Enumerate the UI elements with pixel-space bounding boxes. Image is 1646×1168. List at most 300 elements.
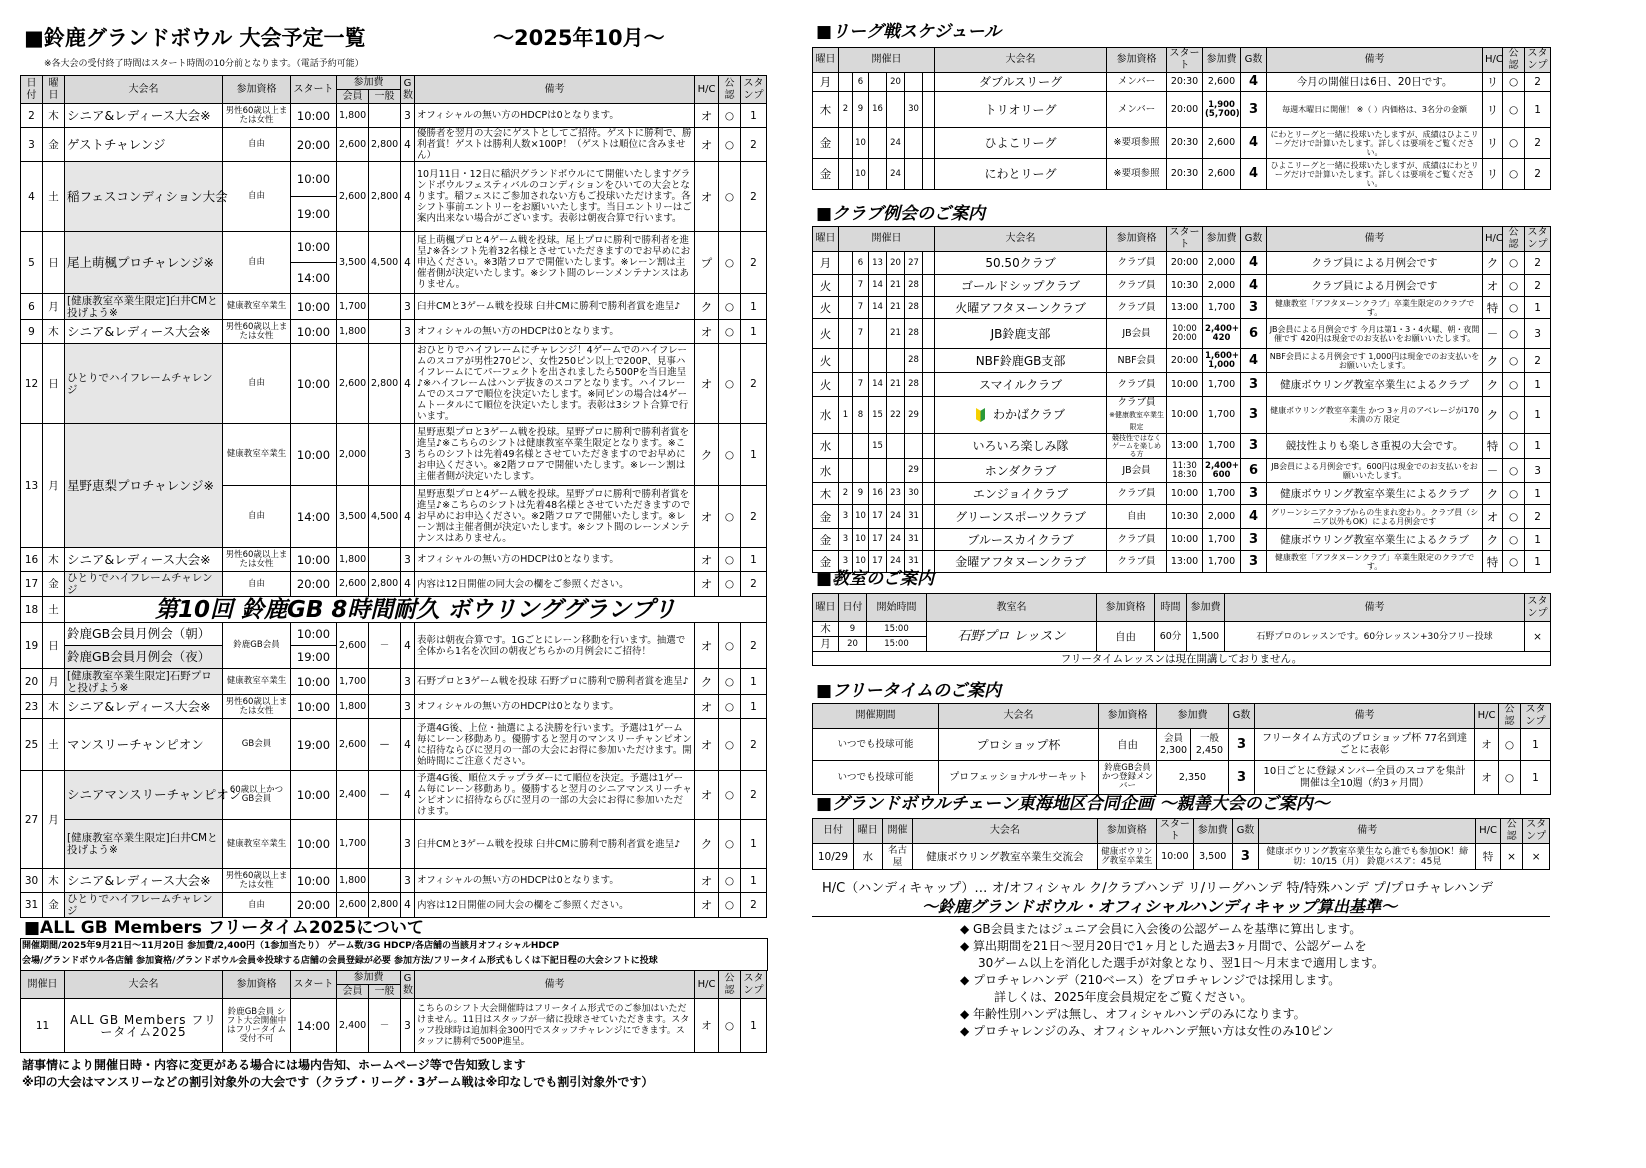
- row-remarks: NBF会員による月例会です 1,000円は現金でのお支払いをお願いいたします。: [1267, 349, 1483, 373]
- freetime-games-1: 3: [1229, 729, 1255, 761]
- row-qual: [1107, 397, 1167, 434]
- row-games: 3: [401, 695, 415, 719]
- row-date-4: [887, 92, 905, 128]
- row-hc: オ: [695, 344, 719, 424]
- row-remarks: グリーンシニアクラブからの生まれ変わり。クラブ員（シニア以外もOK）による月例会です: [1267, 505, 1483, 529]
- row-fee-general: 2,800: [369, 893, 401, 918]
- chain-title: ■グランドボウルチェーン東海地区合同企画 ～親善大会のご案内～: [816, 794, 1330, 814]
- row-fee-general: －: [369, 623, 401, 669]
- row-games: 3: [1241, 434, 1267, 459]
- row-fee-2: 420: [1212, 332, 1231, 343]
- row-remarks: オフィシャルの無い方のHDCPは0となります。: [415, 548, 695, 572]
- row-start: 10:00: [1167, 397, 1203, 434]
- league-header-name: 大会名: [935, 48, 1107, 73]
- row-official: ○: [1503, 128, 1525, 159]
- row-stamp: 2: [1525, 349, 1551, 373]
- table-row: [21, 695, 767, 719]
- chain-header-venue: 開催: [882, 819, 913, 844]
- row-date-2: 10: [853, 529, 869, 551]
- row-official: ○: [719, 320, 741, 344]
- row-qual: 自由: [223, 128, 291, 162]
- row-remarks: 10月11日・12日に稲沢グランドボウルにて開催いたしますグランドボウルフェスティバルのコンディションをひいての大会となります。稲フェスにご参加されない方もご投球いただけます。各シフト事前エントリーをお願いいたします。当日エントリーはご案内出来ない場合がございます。表彰は朝夜合算で行います。: [415, 162, 695, 232]
- row-fee-member: 2,600: [337, 344, 369, 424]
- row-date-1: 3: [839, 505, 853, 529]
- row-stamp: 1: [1525, 483, 1551, 505]
- freetime-header-stamp: スタンプ: [1521, 704, 1551, 729]
- row-date-2: 10: [853, 128, 869, 159]
- header-games: G数: [401, 76, 415, 104]
- club-header-weekday: 曜日: [813, 227, 839, 252]
- row-games: 3: [1241, 297, 1267, 319]
- row-name: 尾上萌楓プロチャレンジ※: [65, 232, 223, 294]
- row-name: [健康教室卒業生限定]臼井CMと投げよう※: [65, 294, 223, 320]
- row-games: 4: [401, 623, 415, 669]
- row-remarks: 優勝者を翌月の大会にゲストとしてご招待。ゲストに勝利で、勝利者賞！ゲストは勝利人数×100P！（ゲストは順位に含みません）: [415, 128, 695, 162]
- row-fee-1: 2,400+: [1205, 460, 1240, 471]
- row-hc: リ: [1483, 128, 1503, 159]
- freetime-name-2: プロフェッショナルサーキット: [939, 761, 1099, 795]
- header-remarks: 備考: [415, 76, 695, 104]
- row-official: ○: [719, 572, 741, 597]
- row-weekday: 木: [43, 320, 65, 344]
- row-date-3: 17: [869, 529, 887, 551]
- row-games: 4: [1241, 349, 1267, 373]
- row-date-3: [869, 159, 887, 190]
- row-official: ○: [719, 344, 741, 424]
- row-name: ひとりでハイフレームチャレンジ: [65, 344, 223, 424]
- row-qual: 健康教室卒業生: [223, 669, 291, 695]
- table-row: [813, 434, 1551, 459]
- league-table: [812, 47, 1551, 190]
- row-fee: [1203, 459, 1241, 483]
- table-row: [813, 529, 1551, 551]
- row-games: 4: [401, 128, 415, 162]
- row-start: [1167, 459, 1203, 483]
- row-remarks: にわとリーグと一緒に投球いたしますが、成績はひよこリーグだけで計算いたします。詳しくは要項をご覧ください。: [1267, 128, 1483, 159]
- beginner-mark-icon: [976, 408, 985, 422]
- allgb-header-qual: 参加資格: [223, 971, 291, 999]
- row-date-2: 9: [853, 483, 869, 505]
- row-qual: クラブ員: [1107, 297, 1167, 319]
- freetime-title: ■フリータイムのご案内: [816, 681, 1002, 701]
- table-row: [813, 483, 1551, 505]
- row-remarks: 競技性よりも楽しさ重視の大会です。: [1267, 434, 1483, 459]
- row-date-3: 15: [869, 434, 887, 459]
- row-start: 10:00: [291, 104, 337, 128]
- row-weekday: 月: [43, 424, 65, 548]
- row-qual: 自由: [223, 232, 291, 294]
- row-qual: クラブ員: [1107, 373, 1167, 397]
- row-date-4: 22: [887, 397, 905, 434]
- row-weekday: 金: [813, 529, 839, 551]
- row-date-1: [839, 128, 853, 159]
- row-start-2: 14:00: [291, 486, 337, 548]
- allgb-remarks: こちらのシフト大会開催時はフリータイム形式でのご参加はいただけません。11日はスタッフが一緒に投球させていただきます。スタッフ投球時は追加料金300円でスタッフチャレンジにできます。スタッフに勝利で500P進呈。: [415, 999, 695, 1053]
- table-row: [813, 159, 1551, 190]
- chain-header-qual: 参加資格: [1097, 819, 1156, 844]
- row-date-2: 7: [853, 297, 869, 319]
- row-qual: JB会員: [1107, 459, 1167, 483]
- row-official: ○: [1503, 275, 1525, 297]
- league-header-hc: H/C: [1483, 48, 1503, 73]
- row-qual: JB会員: [1107, 319, 1167, 349]
- row-fee-general: 2,800: [369, 128, 401, 162]
- header-fee-general: 一般: [369, 90, 401, 104]
- row-qual: ※要項参照: [1107, 159, 1167, 190]
- row-start: 20:00: [291, 893, 337, 918]
- row-fee-member: 2,600: [337, 623, 369, 669]
- chain-start: 10:00: [1156, 844, 1193, 870]
- row-games: 3: [1241, 92, 1267, 128]
- allgb-fee-member: 2,400: [337, 999, 369, 1053]
- chain-hc: 特: [1476, 844, 1501, 870]
- row-name-2: 鈴鹿GB会員月例会（夜）: [65, 646, 223, 669]
- row-date-3: [869, 128, 887, 159]
- row-qual: GB会員: [223, 719, 291, 771]
- row-fee-general: 2,800: [369, 162, 401, 232]
- lesson-table: [812, 593, 1551, 666]
- row-start-1: 11:30: [1172, 460, 1197, 471]
- header-official: 公認: [719, 76, 741, 104]
- row-fee: 2,600: [1203, 73, 1241, 92]
- row-hc: オ: [1483, 275, 1503, 297]
- lesson-duration: 60分: [1155, 622, 1187, 652]
- rule-4: ◆ プロチャレハンデ（210ベース）をプロチャレンジでは採用します。: [960, 973, 1341, 987]
- row-official: ○: [1503, 349, 1525, 373]
- row-date-spacer: [923, 434, 935, 459]
- row-remarks: おひとりでハイフレームにチャレンジ！4ゲームでのハイフレームのスコアが男性270ピン、女性250ピン以上で200P、見事ハイフレームにてパーフェクトを出されましたら500Pを当日進呈♪※ハイフレームはハンデ抜きのスコアとなります。ハイフレームでのスコアで順位を決定いたします。※同ピンの場合は4ゲームトータルにて順位を決定いたします。表彰は3シフト合算で行います。: [415, 344, 695, 424]
- row-games: 4: [401, 893, 415, 918]
- lesson-weekday-1: 木: [813, 622, 839, 637]
- row-fee-member: 2,600: [337, 162, 369, 232]
- lesson-header-fee: 参加費: [1187, 594, 1225, 622]
- row-date-spacer: [923, 297, 935, 319]
- chain-date: 10/29: [813, 844, 854, 870]
- row-weekday: 月: [43, 771, 65, 869]
- row-stamp: 1: [1525, 551, 1551, 573]
- hc-legend: H/C（ハンディキャップ）… オ/オフィシャル ク/クラブハンデ リ/リーグハンデ 特/特殊ハンデ プ/プロチャレハンデ: [822, 881, 1494, 896]
- row-name: いろいろ楽しみ隊: [935, 434, 1107, 459]
- row-fee-member: 1,800: [337, 869, 369, 893]
- row-name: ひとりでハイフレームチャレンジ: [65, 572, 223, 597]
- chain-header-hc: H/C: [1476, 819, 1501, 844]
- row-hc: 特: [1483, 434, 1503, 459]
- table-row: [21, 232, 767, 263]
- row-date-3: 14: [869, 373, 887, 397]
- row-name: 星野恵梨プロチャレンジ※: [65, 424, 223, 548]
- row-day: 9: [21, 320, 43, 344]
- row-weekday: 月: [813, 252, 839, 275]
- row-stamp: 2: [741, 232, 767, 294]
- row-games: 3: [401, 320, 415, 344]
- grand-prix-banner: 第10回 鈴鹿GB 8時間耐久 ボウリンググランプリ: [65, 597, 767, 623]
- row-start: 10:00: [291, 424, 337, 486]
- row-stamp: 2: [1525, 252, 1551, 275]
- row-fee-member: 2,400: [337, 771, 369, 820]
- row-remarks: オフィシャルの無い方のHDCPは0となります。: [415, 695, 695, 719]
- club-header-fee: 参加費: [1203, 227, 1241, 252]
- table-row-sub: [21, 820, 767, 869]
- row-date-2: [853, 349, 869, 373]
- lesson-day-1: 9: [839, 622, 867, 637]
- row-start-2: 19:00: [291, 646, 337, 669]
- row-qual: 60歳以上かつGB会員: [223, 771, 291, 820]
- row-games: 3: [1241, 551, 1267, 573]
- lesson-time-1: 15:00: [867, 622, 927, 637]
- row-start-2: 20:00: [1172, 332, 1197, 343]
- table-row: [813, 373, 1551, 397]
- freetime-header-hc: H/C: [1475, 704, 1499, 729]
- chain-name: 健康ボウリング教室卒業生交流会: [913, 844, 1097, 870]
- row-name: ひとりでハイフレームチャレンジ: [65, 893, 223, 918]
- lesson-header-duration: 時間: [1155, 594, 1187, 622]
- row-fee-general: —: [369, 719, 401, 771]
- league-header-fee: 参加費: [1203, 48, 1241, 73]
- row-date-2: 7: [853, 275, 869, 297]
- row-official: ○: [1503, 434, 1525, 459]
- allgb-header-fee-member: 会員: [337, 985, 369, 999]
- table-row: [21, 893, 767, 918]
- table-row: [21, 719, 767, 771]
- row-fee-member: 2,600: [337, 719, 369, 771]
- rules-list: [960, 921, 1384, 1040]
- row-fee-1: 1,600+: [1205, 350, 1240, 361]
- freetime-header-fee: 参加費: [1157, 704, 1229, 729]
- freetime-fee-member-label: 会員: [1163, 732, 1183, 744]
- row-date-spacer: [923, 252, 935, 275]
- row-day: 23: [21, 695, 43, 719]
- lesson-qual: 自由: [1097, 622, 1155, 652]
- row-start: 20:30: [1167, 73, 1203, 92]
- row-name: ゲストチャレンジ: [65, 128, 223, 162]
- row-date-2: [853, 434, 869, 459]
- row-qual: メンバー: [1107, 92, 1167, 128]
- row-date-1: 2: [839, 483, 853, 505]
- row-qual: 自由: [1107, 505, 1167, 529]
- row-start: 13:00: [1167, 297, 1203, 319]
- row-qual: 自由: [223, 893, 291, 918]
- league-header-official: 公認: [1503, 48, 1525, 73]
- row-qual: 男性60歳以上または女性: [223, 695, 291, 719]
- table-row: [21, 128, 767, 162]
- row-official: ○: [1503, 459, 1525, 483]
- row-name: シニア&レディース大会※: [65, 695, 223, 719]
- row-date-4: 24: [887, 529, 905, 551]
- row-weekday: 木: [43, 104, 65, 128]
- league-header-games: G数: [1241, 48, 1267, 73]
- club-header-stamp: スタンプ: [1525, 227, 1551, 252]
- freetime-header-remarks: 備考: [1255, 704, 1475, 729]
- row-hc: ク: [695, 669, 719, 695]
- row-games: 6: [1241, 319, 1267, 349]
- row-hc: ク: [695, 294, 719, 320]
- row-remarks: 健康ボウリング教室卒業生によるクラブ: [1267, 529, 1483, 551]
- row-date-5: 28: [905, 297, 923, 319]
- row-games-2: 3: [401, 820, 415, 869]
- chain-games: 3: [1232, 844, 1259, 870]
- row-games: 4: [1241, 505, 1267, 529]
- row-qual: 健康教室卒業生: [223, 424, 291, 486]
- chain-header-remarks: 備考: [1259, 819, 1476, 844]
- row-start: 20:00: [1167, 252, 1203, 275]
- allgb-day: 11: [21, 999, 65, 1053]
- month-title: ～2025年10月～: [493, 26, 665, 50]
- row-weekday: 火: [813, 373, 839, 397]
- table-row: [21, 869, 767, 893]
- row-name: シニア&レディース大会※: [65, 104, 223, 128]
- chain-stamp: ×: [1523, 844, 1550, 870]
- row-stamp: 2: [741, 344, 767, 424]
- row-games: 3: [401, 104, 415, 128]
- row-weekday: 月: [813, 73, 839, 92]
- row-date-5: 27: [905, 252, 923, 275]
- league-header-qual: 参加資格: [1107, 48, 1167, 73]
- row-stamp: 2: [1525, 275, 1551, 297]
- row-remarks: 健康ボウリング教室卒業生 かつ 3ヶ月のアベレージが170未満の方 限定: [1267, 397, 1483, 434]
- row-day: 31: [21, 893, 43, 918]
- club-header-start: スタート: [1167, 227, 1203, 252]
- allgb-header-official: 公認: [719, 971, 741, 999]
- row-fee-member: 1,700: [337, 294, 369, 320]
- row-date-spacer: [923, 397, 935, 434]
- row-fee-general-2: [369, 820, 401, 869]
- row-weekday: 火: [813, 275, 839, 297]
- club-header-name: 大会名: [935, 227, 1107, 252]
- row-date-spacer: [923, 529, 935, 551]
- row-date-1: [839, 252, 853, 275]
- row-remarks: 内容は12日開催の同大会の欄をご参照ください。: [415, 893, 695, 918]
- row-weekday: 金: [43, 128, 65, 162]
- allgb-header-fee-general: 一般: [369, 985, 401, 999]
- rule-6: ◆ 年齢性別ハンデは無し、オフィシャルハンデのみになります。: [960, 1007, 1306, 1021]
- row-fee-member: 2,000: [337, 424, 369, 486]
- row-date-spacer: [923, 349, 935, 373]
- allgb-header-remarks: 備考: [415, 971, 695, 999]
- row-official: ○: [719, 548, 741, 572]
- row-fee-member-2: 3,500: [337, 486, 369, 548]
- row-start: 10:00: [291, 320, 337, 344]
- lesson-header-stamp: スタンプ: [1525, 594, 1551, 622]
- chain-qual: 健康ボウリング教室卒業生: [1097, 844, 1156, 870]
- row-start: 20:00: [291, 128, 337, 162]
- row-name: 鈴鹿GB会員月例会（朝）: [65, 623, 223, 646]
- row-start-2: 19:00: [291, 197, 337, 232]
- footer-note-2: ※印の大会はマンスリーなどの割引対象外の大会です（クラブ・リーグ・3ゲーム戦は※印なしでも割引対象外です）: [22, 1075, 654, 1089]
- lesson-title: ■教室のご案内: [816, 569, 935, 589]
- row-stamp: 1: [1525, 92, 1551, 128]
- row-official-2: ○: [719, 486, 741, 548]
- row-remarks: JB会員による月例会です。600円は現金でのお支払いをお願いいたします。: [1267, 459, 1483, 483]
- row-fee-2: (5,700): [1205, 108, 1240, 119]
- row-weekday: 木: [813, 92, 839, 128]
- freetime-qual-1: 自由: [1099, 729, 1157, 761]
- row-games: 4: [1241, 128, 1267, 159]
- row-remarks: 今月の開催日は6日、20日です。: [1267, 73, 1483, 92]
- row-weekday: 水: [813, 397, 839, 434]
- row-games: 4: [401, 572, 415, 597]
- table-row: [813, 297, 1551, 319]
- row-date-2: 10: [853, 551, 869, 573]
- row-stamp: 1: [1525, 529, 1551, 551]
- league-title: ■リーグ戦スケジュール: [816, 22, 1002, 42]
- freetime-header-games: G数: [1229, 704, 1255, 729]
- row-hc: オ: [695, 695, 719, 719]
- freetime-official-1: ○: [1499, 729, 1521, 761]
- row-qual: クラブ員: [1107, 551, 1167, 573]
- lesson-day-2: 20: [839, 637, 867, 652]
- row-official: ○: [1503, 297, 1525, 319]
- row-fee-general: [369, 320, 401, 344]
- row-stamp: 1: [741, 695, 767, 719]
- row-official: ○: [1503, 397, 1525, 434]
- table-row: [21, 320, 767, 344]
- row-fee: 2,000: [1203, 505, 1241, 529]
- row-weekday: 水: [813, 434, 839, 459]
- row-hc: 特: [1483, 551, 1503, 573]
- header-start: スタート: [291, 76, 337, 104]
- row-date-1: [839, 434, 853, 459]
- freetime-fee-general: [1191, 729, 1229, 761]
- row-hc: オ: [695, 320, 719, 344]
- rule-3: 30ゲーム以上を消化した選手が対象となり、翌1日～月末まで適用します。: [978, 956, 1384, 970]
- row-start: 10:00: [291, 771, 337, 820]
- row-hc: ク: [1483, 252, 1503, 275]
- row-start: 10:00: [1167, 373, 1203, 397]
- row-fee-general: 2,800: [369, 344, 401, 424]
- row-remarks: 健康教室「アフタヌーンクラブ」卒業生限定のクラブです。: [1267, 551, 1483, 573]
- row-date-2: 10: [853, 159, 869, 190]
- chain-fee: 3,500: [1193, 844, 1232, 870]
- league-header-stamp: スタンプ: [1525, 48, 1551, 73]
- row-day: 16: [21, 548, 43, 572]
- row-name: ゴールドシップクラブ: [935, 275, 1107, 297]
- row-remarks: 健康ボウリング教室卒業生によるクラブ: [1267, 373, 1483, 397]
- freetime-name-1: プロショップ杯: [939, 729, 1099, 761]
- row-date-5: 31: [905, 505, 923, 529]
- row-remarks: 内容は12日開催の同大会の欄をご参照ください。: [415, 572, 695, 597]
- freetime-official-2: ○: [1499, 761, 1521, 795]
- row-remarks: 予選4G後、上位・抽選による決勝を行います。予選は1ゲーム毎にレーン移動あり。優勝すると翌月のマンスリーチャンピオンに招待ならびに翌月の一部の大会にお得に参加いただけます。開始時間にご注意ください。: [415, 719, 695, 771]
- row-date-4: 24: [887, 128, 905, 159]
- row-name: シニア&レディース大会※: [65, 869, 223, 893]
- row-name: シニア&レディース大会※: [65, 548, 223, 572]
- row-day: 4: [21, 162, 43, 232]
- row-fee: 1,700: [1203, 297, 1241, 319]
- table-row: [21, 771, 767, 820]
- row-remarks-2: 臼井CMと3ゲーム戦を投球 臼井CMに勝利で勝利者賞を進呈♪: [415, 820, 695, 869]
- row-fee: 2,000: [1203, 252, 1241, 275]
- row-qual: クラブ員: [1107, 275, 1167, 297]
- table-row: [813, 397, 1551, 434]
- row-day: 5: [21, 232, 43, 294]
- row-weekday: 金: [813, 551, 839, 573]
- row-remarks: 健康ボウリング教室卒業生によるクラブ: [1267, 483, 1483, 505]
- freetime-fee-general-label: 一般: [1199, 732, 1219, 744]
- table-row: [813, 505, 1551, 529]
- row-hc: －: [1483, 459, 1503, 483]
- row-name: [935, 397, 1107, 434]
- row-fee-general: 4,500: [369, 232, 401, 294]
- row-start: 10:00: [291, 669, 337, 695]
- row-official: ○: [719, 771, 741, 820]
- row-fee-general: [369, 669, 401, 695]
- row-stamp-2: 1: [741, 820, 767, 869]
- row-day: 17: [21, 572, 43, 597]
- row-remarks: JB会員による月例会です 今月は第1・3・4火曜、朝・夜開催です 420円は現金でのお支払いをお願いいたします。: [1267, 319, 1483, 349]
- row-name: [健康教室卒業生限定]石野プロと投げよう※: [65, 669, 223, 695]
- row-hc: ク: [695, 424, 719, 486]
- row-date-3: [869, 459, 887, 483]
